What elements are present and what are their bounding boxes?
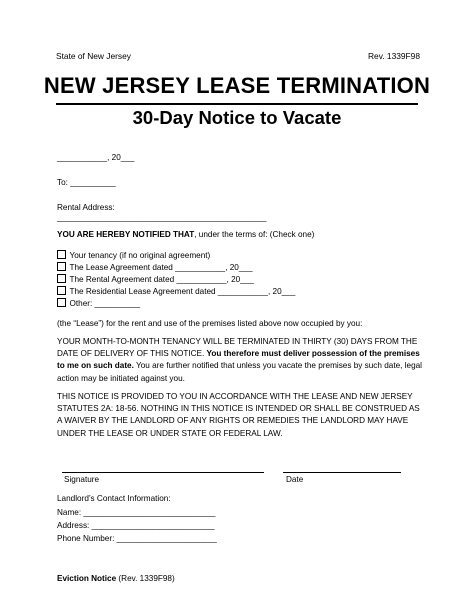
statute-paragraph: THIS NOTICE IS PROVIDED TO YOU IN ACCORDANCE WITH THE LEASE AND NEW JERSEY STATUTES 2A: 18-56. NOTHING IN THIS NOTICE IS INTENDED OR SHALL BE CONSTRUED AS A WAIVER BY THE LANDLORD OF ANY RIGHTS OR REMEDIES THE LANDLORD MAY HAVE UNDER THE LEASE OR UNDER STATE OR FEDERAL LAW. — [57, 392, 420, 438]
notified-bold: YOU ARE HEREBY NOTIFIED THAT — [57, 230, 195, 239]
option-other — [57, 298, 140, 308]
contact-name: Name: _____________________________ — [57, 508, 216, 517]
option-residential-lease — [57, 286, 295, 296]
signature-label: Signature — [64, 475, 100, 484]
possession-text: You therefore must deliver possession of the premises to me on such date. — [57, 349, 420, 371]
option-label: The Residential Lease Agreement dated ___________, 20___ — [69, 287, 296, 296]
title-divider — [56, 103, 418, 105]
contact-address: Address: ___________________________ — [57, 521, 215, 530]
document-subtitle: 30-Day Notice to Vacate — [132, 107, 342, 128]
date-line: ___________, 20___ — [57, 153, 135, 162]
checkbox[interactable] — [57, 250, 66, 259]
contact-phone: Phone Number: ______________________ — [57, 534, 217, 543]
option-lease-agreement — [57, 262, 253, 272]
option-label: Other: __________ — [69, 299, 141, 308]
checkbox[interactable] — [57, 298, 66, 307]
termination-text: YOUR MONTH-TO-MONTH TENANCY WILL BE TERMINATED IN THIRTY (30) DAYS FROM THE DATE OF DELIVERY OF THIS NOTICE. — [57, 337, 418, 359]
checkbox[interactable] — [57, 274, 66, 283]
date-signature-line[interactable] — [283, 472, 401, 473]
date-label: Date — [286, 475, 304, 484]
termination-paragraph — [57, 336, 422, 385]
checkbox[interactable] — [57, 286, 66, 295]
lease-sentence: (the “Lease”) for the rent and use of the premises listed above now occupied by you: — [57, 319, 363, 328]
footer-label — [57, 574, 175, 583]
signature-line[interactable] — [62, 472, 264, 473]
rental-address-blank: ______________________________________________ — [57, 213, 267, 222]
footer-bold: Eviction Notice — [57, 574, 117, 583]
document-title: NEW JERSEY LEASE TERMINATION — [43, 73, 431, 98]
option-tenancy — [57, 250, 210, 260]
option-rental-agreement — [57, 274, 254, 284]
rental-address-label: Rental Address: — [57, 203, 115, 212]
contact-heading: Landlord’s Contact Information: — [57, 494, 171, 503]
option-label: The Rental Agreement dated ___________, 20___ — [69, 275, 254, 284]
option-label: The Lease Agreement dated ___________, 20___ — [69, 263, 253, 272]
footer-rest: (Rev. 1339F98) — [116, 574, 175, 583]
checkbox[interactable] — [57, 262, 66, 271]
option-label: Your tenancy (if no original agreement) — [69, 251, 211, 260]
notified-rest: , under the terms of: (Check one) — [194, 230, 315, 239]
legal-action-text: You are further notified that unless you vacate the premises by such date, legal action may be initiated against you. — [57, 361, 422, 383]
state-label: State of New Jersey — [56, 51, 131, 61]
notified-line — [57, 229, 314, 241]
to-line: To: __________ — [57, 178, 116, 187]
revision-label: Rev. 1339F98 — [368, 51, 420, 61]
